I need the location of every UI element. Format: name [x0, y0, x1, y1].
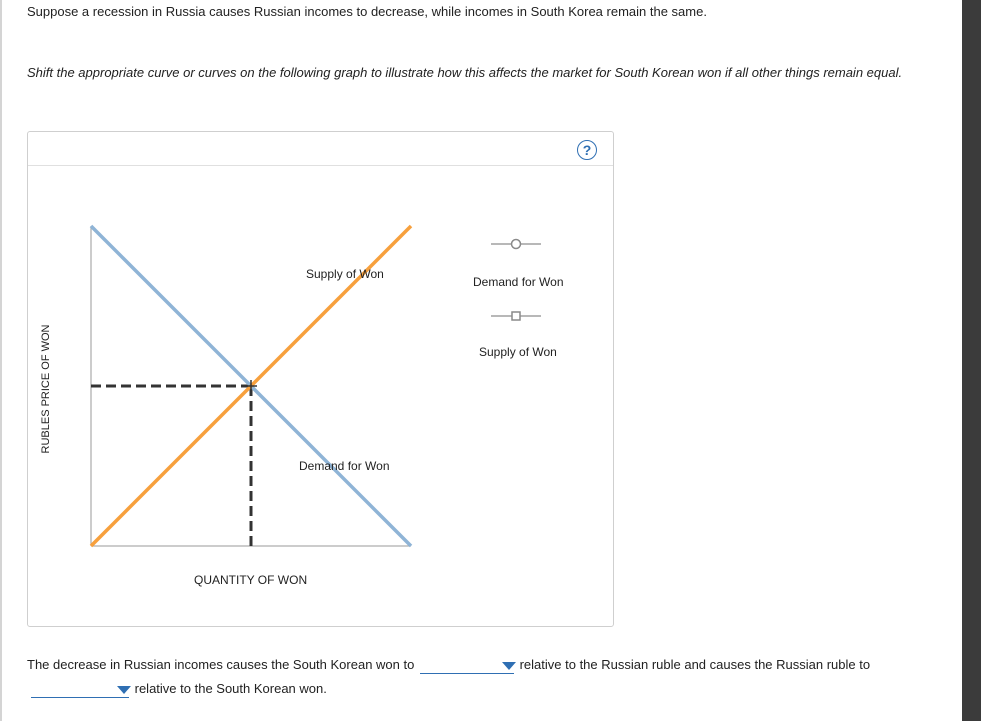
legend-supply-label: Supply of Won	[479, 345, 557, 359]
answer-sentence	[27, 653, 957, 701]
help-icon[interactable]: ?	[577, 140, 597, 160]
graph-panel	[27, 131, 614, 627]
answer-part1: The decrease in Russian incomes causes the South Korean won to	[27, 657, 415, 672]
supply-curve-label: Supply of Won	[306, 267, 384, 281]
supply-tool-icon[interactable]	[491, 312, 541, 320]
demand-curve-label: Demand for Won	[299, 459, 390, 473]
scrollbar[interactable]	[962, 0, 981, 721]
answer-part2: relative to the Russian ruble and causes the Russian ruble to	[519, 657, 871, 672]
question-text: Suppose a recession in Russia causes Russian incomes to decrease, while incomes in South Korea remain the same.	[27, 4, 707, 19]
dropdown-ruble-change[interactable]	[31, 681, 129, 698]
instruction-text: Shift the appropriate curve or curves on the following graph to illustrate how this affects the market for South Korean won if all other things remain equal.	[27, 65, 903, 80]
answer-part3: relative to the South Korean won.	[134, 681, 327, 696]
legend-demand-label: Demand for Won	[473, 275, 564, 289]
y-axis-label: RUBLES PRICE OF WON	[40, 324, 52, 454]
demand-tool-icon[interactable]	[491, 240, 541, 249]
chevron-down-icon	[117, 686, 131, 694]
x-axis-label: QUANTITY OF WON	[194, 573, 308, 587]
graph-canvas[interactable]	[28, 132, 613, 626]
chevron-down-icon	[502, 662, 516, 670]
dropdown-won-change[interactable]	[420, 657, 514, 674]
page-left-border	[0, 0, 2, 721]
